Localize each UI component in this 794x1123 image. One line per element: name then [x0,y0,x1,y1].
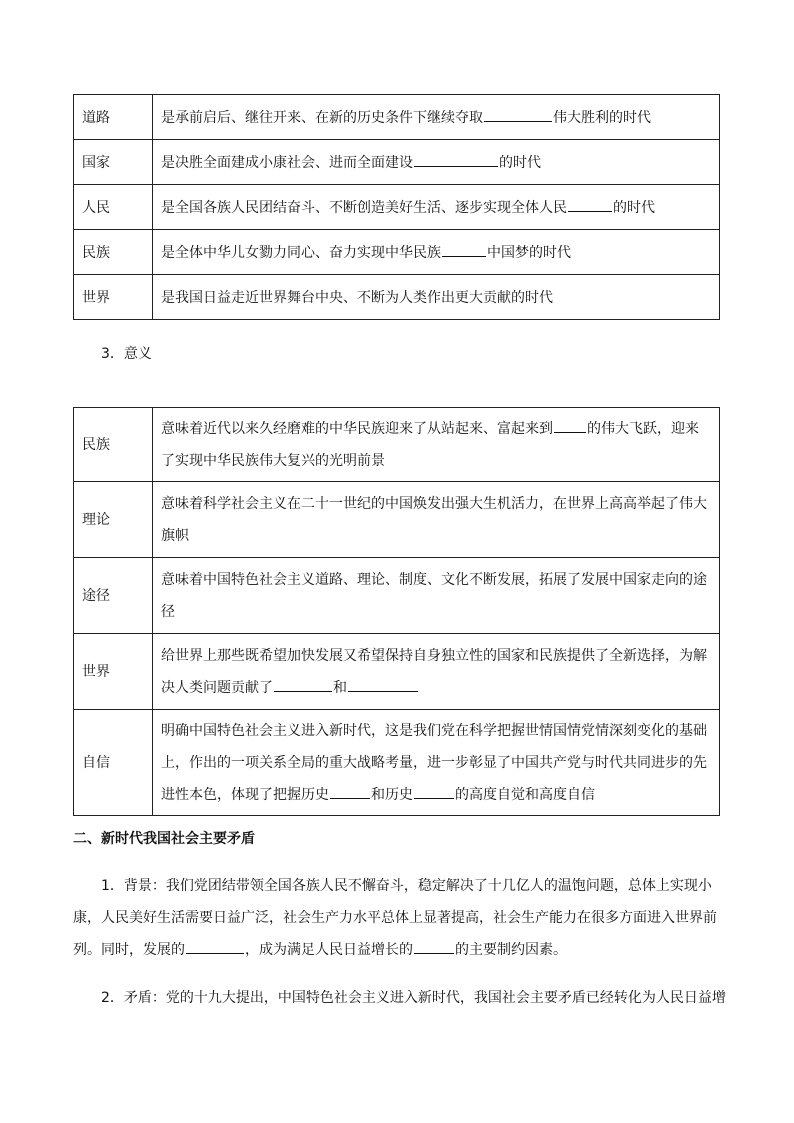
era-table [73,94,720,320]
table-row [74,558,720,634]
row-content: 意味着中国特色社会主义道路、理论、制度、文化不断发展，拓展了发展中国家走向的途径 [153,558,720,634]
table-row [74,140,720,185]
row-key: 自信 [74,710,153,816]
row-text: 和历史 [371,786,413,803]
row-text: 的高度自觉和高度自信 [455,786,595,803]
row-content [153,634,720,710]
row-text: 和 [333,679,347,696]
row-content [153,140,720,185]
row-content [153,95,720,140]
table-row [74,710,720,816]
table-row [74,482,720,558]
fill-blank[interactable] [348,690,418,692]
row-key: 民族 [74,230,153,275]
row-content [153,185,720,230]
row-key: 国家 [74,140,153,185]
row-text: 的时代 [613,200,655,216]
background-paragraph [73,870,733,966]
row-text: 是全国各族人民团结奋斗、不断创造美好生活、逐步实现全体人民 [161,200,567,216]
table-row [74,185,720,230]
row-key: 世界 [74,275,153,320]
fill-blank[interactable] [414,952,454,954]
row-key: 道路 [74,95,153,140]
row-text: 中国梦的时代 [487,245,571,261]
row-key: 民族 [74,408,153,482]
paragraph-text: 1．背景：我们党团结带领全国各族人民不懈奋斗，稳定解决了十几亿人的温饱问题，总体上实现小康，人民美好生活需要日益广泛，社会生产力水平总体上显著提高，社会生产能力在很多方面进入世界前列。同时，发展的 [73,878,717,958]
row-text: 是决胜全面建成小康社会、进而全面建设 [161,155,413,171]
row-text: 伟大胜利的时代 [553,110,651,126]
row-content [153,710,720,816]
row-text: 明确中国特色社会主义进入新时代，这是我们党在科学把握世情国情党情深刻变化的基础上，作出的一项关系全局的重大战略考量，进一步彰显了中国共产党与时代共同进步的先进性本色，体现了把握历史 [161,722,707,803]
fill-blank[interactable] [568,210,612,212]
row-text: 的时代 [499,155,541,171]
row-key: 理论 [74,482,153,558]
paragraph-text: 的主要制约因素。 [455,942,567,958]
row-content: 是我国日益走近世界舞台中央、不断为人类作出更大贡献的时代 [153,275,720,320]
row-text: 的伟大飞跃，迎来了实现中华民族伟大复兴的光明前景 [161,420,699,469]
row-key: 途径 [74,558,153,634]
table-row [74,408,720,482]
row-content [153,230,720,275]
paragraph-text: ，成为满足人民日益增长的 [245,942,413,958]
row-content: 意味着科学社会主义在二十一世纪的中国焕发出强大生机活力，在世界上高高举起了伟大旗帜 [153,482,720,558]
contradiction-paragraph: 2．矛盾：党的十九大提出，中国特色社会主义进入新时代，我国社会主要矛盾已经转化为人民日益增 [101,990,726,1006]
fill-blank[interactable] [414,797,454,799]
fill-blank[interactable] [484,120,552,122]
table-row [74,95,720,140]
row-content [153,408,720,482]
table-row [74,230,720,275]
fill-blank[interactable] [554,431,586,433]
row-text: 给世界上那些既希望加快发展又希望保持自身独立性的国家和民族提供了全新选择，为解决人类问题贡献了 [161,647,707,696]
table-row [74,634,720,710]
section-heading: 3．意义 [101,346,152,362]
row-text: 是承前启后、继往开来、在新的历史条件下继续夺取 [161,110,483,126]
row-key: 人民 [74,185,153,230]
fill-blank[interactable] [186,952,244,954]
fill-blank[interactable] [274,690,332,692]
fill-blank[interactable] [442,255,486,257]
fill-blank[interactable] [330,797,370,799]
row-key: 世界 [74,634,153,710]
significance-table [73,407,720,816]
fill-blank[interactable] [414,165,498,167]
table-row [74,275,720,320]
row-text: 是全体中华儿女勠力同心、奋力实现中华民族 [161,245,441,261]
row-text: 意味着近代以来久经磨难的中华民族迎来了从站起来、富起来到 [161,420,553,437]
section-title: 二、新时代我国社会主要矛盾 [73,831,255,847]
